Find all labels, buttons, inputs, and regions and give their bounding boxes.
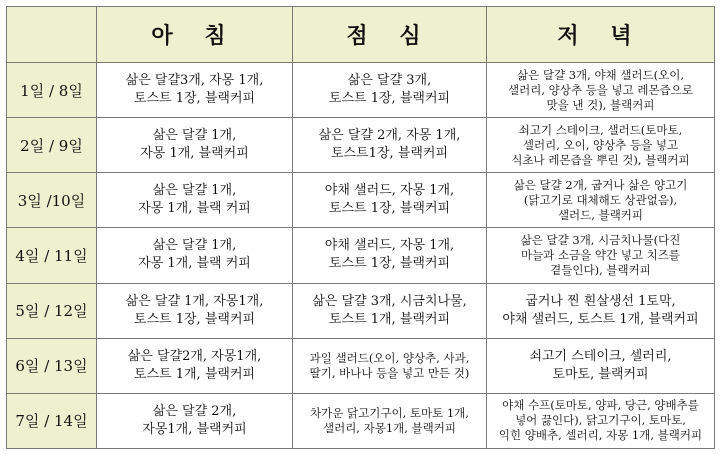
breakfast-cell xyxy=(97,63,293,118)
meal-plan-table xyxy=(6,6,715,449)
day-label: 6일 / 13일 xyxy=(7,338,97,393)
dinner-cell xyxy=(487,338,715,393)
dinner-cell xyxy=(487,228,715,283)
dinner-line: 굽거나 찐 흰살생선 1토막, xyxy=(525,293,676,309)
breakfast-line: 삶은 달걀 1개, 자몽1개, xyxy=(125,293,264,309)
dinner-line: 샐러리, 양상추 등을 넣고 레몬즙으로 xyxy=(508,82,693,97)
lunch-line: 토스트1장, 블랙커피 xyxy=(331,146,448,162)
dinner-line: 넣어 끓인다), 닭고기구이, 토마토, xyxy=(515,413,686,428)
lunch-cell xyxy=(293,283,487,338)
dinner-line: 곁들인다), 블랙커피 xyxy=(550,262,651,277)
breakfast-line: 삶은 달걀3개, 자몽 1개, xyxy=(125,73,264,89)
breakfast-cell xyxy=(97,283,293,338)
dinner-line: 익힌 양배추, 셀러리, 자몽 1개, 블랙커피 xyxy=(498,428,703,443)
lunch-line: 삶은 달걀 2개, 자몽 1개, xyxy=(318,128,461,144)
dinner-line: 식초나 레몬즙을 뿌린 것), 블랙커피 xyxy=(511,152,690,167)
day-label: 2일 / 9일 xyxy=(7,118,97,173)
breakfast-line: 자몽1개, 블랙커피 xyxy=(142,421,247,437)
dinner-cell xyxy=(487,173,715,228)
breakfast-line: 삶은 달걀 1개, xyxy=(152,238,237,254)
lunch-line: 차가운 닭고기구이, 토마토 1개, xyxy=(310,405,469,420)
lunch-line: 삶은 달걀 3개, 시금치나물, xyxy=(312,293,467,309)
day-label: 5일 / 12일 xyxy=(7,283,97,338)
dinner-line: 토마토, 블랙커피 xyxy=(552,366,649,382)
dinner-line: 야채 수프(토마토, 양파, 당근, 양배추를 xyxy=(502,398,699,413)
lunch-line: 과일 샐러드(오이, 양상추, 사과, xyxy=(309,350,470,365)
lunch-line: 토스트 1장, 블랙커피 xyxy=(328,201,451,217)
breakfast-cell xyxy=(97,338,293,393)
breakfast-line: 삶은 달걀 1개, xyxy=(152,128,237,144)
lunch-line: 토스트 1장, 블랙커피 xyxy=(328,256,451,272)
dinner-line: 야채 샐러드, 토스트 1개, 블랙커피 xyxy=(502,311,699,327)
day-label: 3일 /10일 xyxy=(7,173,97,228)
header-dinner: 저 녁 xyxy=(487,7,715,63)
dinner-line: 삶은 달걀 3개, 시금치나물(다진 xyxy=(520,232,681,247)
dinner-line: 삶은 달걀 2개, 굽거나 삶은 양고기 xyxy=(513,177,688,192)
day-label: 4일 / 11일 xyxy=(7,228,97,283)
dinner-line: 쇠고기 스테이크, 샐러드(토마토, xyxy=(518,122,683,137)
day-label: 7일 / 14일 xyxy=(7,393,97,448)
lunch-line: 야채 샐러드, 자몽 1개, xyxy=(324,238,455,254)
day-label: 1일 / 8일 xyxy=(7,63,97,118)
breakfast-line: 토스트 1장, 블랙커피 xyxy=(133,311,256,327)
table-row xyxy=(7,393,715,448)
table-row xyxy=(7,338,715,393)
table-row xyxy=(7,63,715,118)
breakfast-line: 자몽 1개, 블랙 커피 xyxy=(138,201,251,217)
lunch-cell xyxy=(293,338,487,393)
dinner-line: 쇠고기 스테이크, 셀러리, xyxy=(529,348,672,364)
lunch-cell xyxy=(293,118,487,173)
header-breakfast: 아 침 xyxy=(97,7,293,63)
dinner-cell xyxy=(487,393,715,448)
dinner-cell xyxy=(487,283,715,338)
lunch-line: 딸기, 바나나 등을 넣고 만든 것) xyxy=(309,365,470,380)
dinner-cell xyxy=(487,63,715,118)
lunch-line: 야채 샐러드, 자몽 1개, xyxy=(324,183,455,199)
header-lunch: 점 심 xyxy=(293,7,487,63)
breakfast-line: 삶은 달걀 1개, xyxy=(152,183,237,199)
breakfast-line: 토스트 1장, 블랙커피 xyxy=(133,91,256,107)
dinner-line: 삶은 달걀 3개, 야채 샐러드(오이, xyxy=(516,67,685,82)
breakfast-cell xyxy=(97,228,293,283)
breakfast-line: 자몽 1개, 블랙 커피 xyxy=(138,256,251,272)
breakfast-line: 삶은 달걀 2개, xyxy=(152,403,237,419)
header-row xyxy=(7,7,715,63)
dinner-line: 셀러리, 오이, 양상추 등을 넣고 xyxy=(522,137,679,152)
lunch-line: 토스트 1개, 블랙커피 xyxy=(328,311,451,327)
table-row xyxy=(7,173,715,228)
table-row xyxy=(7,283,715,338)
table-row xyxy=(7,118,715,173)
lunch-line: 토스트 1장, 블랙커피 xyxy=(328,91,451,107)
dinner-line: 마늘과 소금을 약간 넣고 치즈를 xyxy=(520,247,681,262)
dinner-cell xyxy=(487,118,715,173)
breakfast-line: 삶은 달걀2개, 자몽1개, xyxy=(127,348,262,364)
lunch-cell xyxy=(293,393,487,448)
lunch-cell xyxy=(293,173,487,228)
header-corner xyxy=(7,7,97,63)
breakfast-line: 자몽 1개, 블랙커피 xyxy=(140,146,249,162)
lunch-cell xyxy=(293,228,487,283)
breakfast-cell xyxy=(97,393,293,448)
breakfast-line: 토스트 1개, 블랙커피 xyxy=(133,366,256,382)
lunch-line: 샐러리, 자몽1개, 블랙커피 xyxy=(322,420,457,435)
dinner-line: 샐러드, 블랙커피 xyxy=(557,207,644,222)
breakfast-cell xyxy=(97,173,293,228)
dinner-line: 맛을 낸 것), 블랙커피 xyxy=(546,97,655,112)
lunch-cell xyxy=(293,63,487,118)
dinner-line: (닭고기로 대체해도 상관없음), xyxy=(523,192,678,207)
breakfast-cell xyxy=(97,118,293,173)
lunch-line: 삶은 달걀 3개, xyxy=(347,73,432,89)
table-row xyxy=(7,228,715,283)
